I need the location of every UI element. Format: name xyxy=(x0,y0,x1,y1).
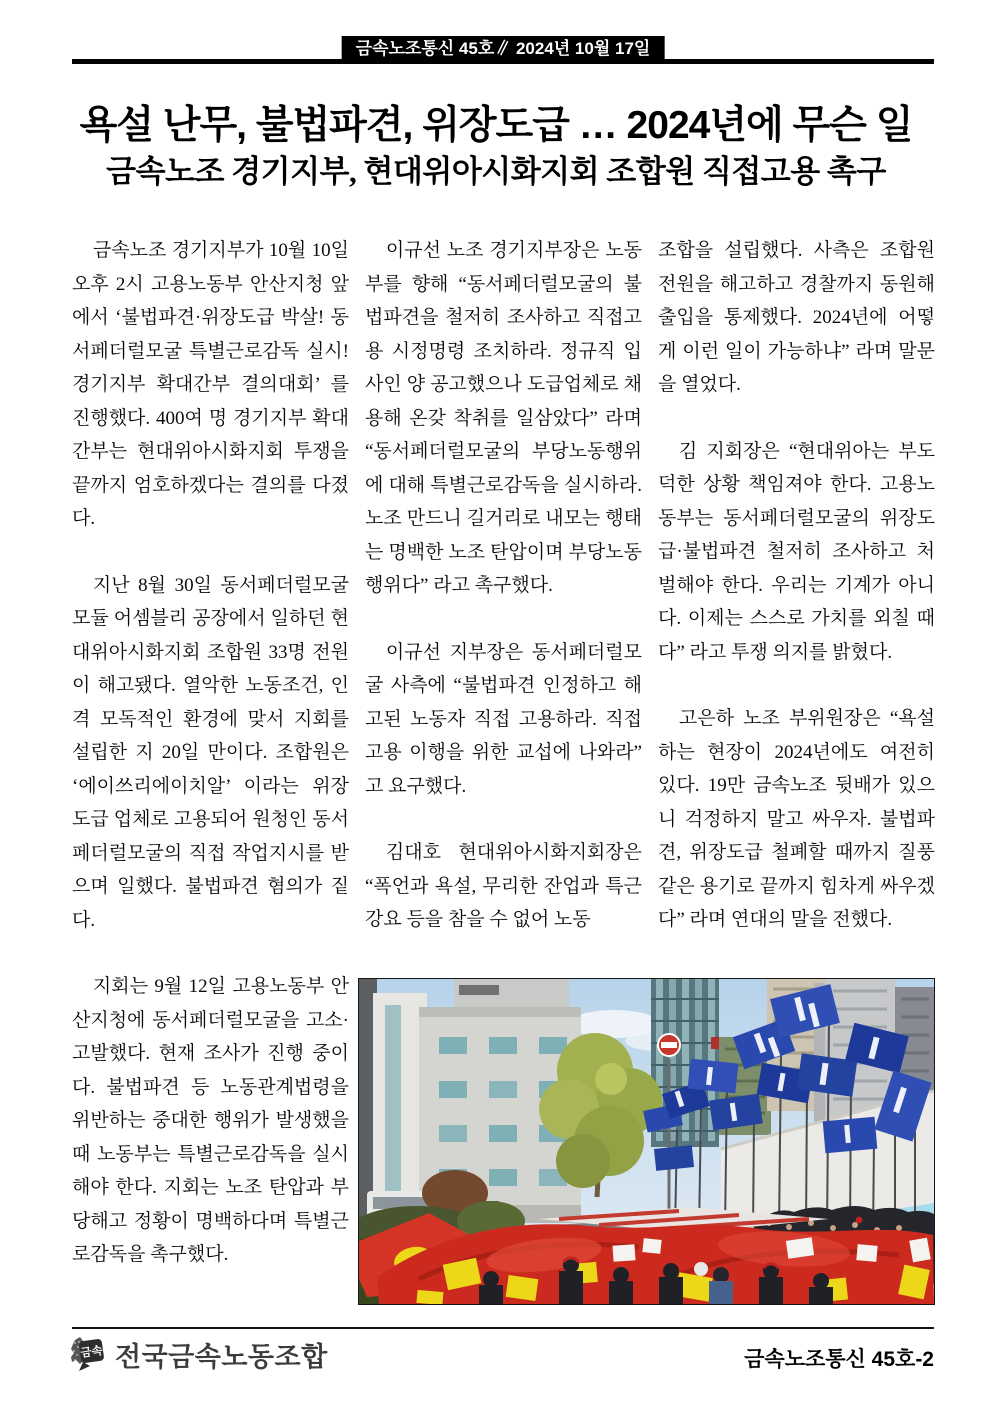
headline-subtitle: 금속노조 경기지부, 현대위아시화지회 조합원 직접고용 촉구 xyxy=(106,154,886,189)
paragraph: 이규선 노조 경기지부장은 노동부를 향해 “동서페더럴모굴의 불법파견을 철저히 조사하고 직접고용 시정명령 조치하라. 정규직 입사인 양 공고했으나 도급업체로 채용해 온갖 착취를 일삼았다” 라며 “동서페더럴모굴의 부당노동행위에 대해 특별근로감독을 실시하라. 노조 만드니 길거리로 내모는 행태는 명백한 노조 탄압이며 부당노동행위다” 라고 촉구했다. xyxy=(365,240,642,596)
masthead-text: 금속노조통신 45호∥ 2024년 10월 17일 xyxy=(355,39,651,58)
organization-name: 전국금속노동조합 xyxy=(115,1341,328,1372)
paragraph: 지회는 9월 12일 고용노동부 안산지청에 동서페더럴모굴을 고소·고발했다. 현재 조사가 진행 중이다. 불법파견 등 노동관계법령을 위반하는 중대한 행위가 발생했을 때 노동부는 특별근로감독을 실시해야 한다. 지회는 노조 탄압과 부당해고 정황이 명백하다며 특별근로감독을 촉구했다. xyxy=(72,976,349,1265)
paragraph: 김 지회장은 “현대위아는 부도덕한 상황 책임져야 한다. 고용노동부는 동서페더럴모굴의 위장도급·불법파견 철저히 조사하고 처벌해야 한다. 우리는 기계가 아니다. 이제는 스스로 가치를 외칠 때다” 라고 투쟁 의지를 밝혔다. xyxy=(658,440,935,663)
protest-photo xyxy=(358,978,935,1305)
paragraph: 고은하 노조 부위원장은 “욕설하는 현장이 2024년에도 여전히 있다. 19만 금속노조 뒷배가 있으니 걱정하지 말고 싸우자. 불법파견, 위장도급 철폐할 때까지 질풍 같은 용기로 끝까지 힘차게 싸우겠다” 라며 연대의 말을 전했다. xyxy=(658,708,935,930)
article-column-1 xyxy=(72,234,349,1274)
paragraph: 이규선 지부장은 동서페더럴모굴 사측에 “불법파견 인정하고 해고된 노동자 직접 고용하라. 직접고용 이행을 위한 교섭에 나와라” 고 요구했다. xyxy=(365,641,642,797)
footer-rule xyxy=(72,1327,934,1329)
union-logo-icon xyxy=(68,1334,108,1374)
logo-text: 금속 xyxy=(79,1344,104,1360)
footer-branding xyxy=(68,1334,328,1374)
paragraph: 지난 8월 30일 동서페더럴모굴 모듈 어셈블리 공장에서 일하던 현대위아시화지회 조합원 33명 전원이 해고됐다. 열악한 노동조건, 인격 모독적인 환경에 맞서 지회를 설립한 지 20일 만이다. 조합원은 ‘에이쓰리에이치알’ 이라는 위장도급 업체로 고용되어 원청인 동서페더럴모굴의 직접 작업지시를 받으며 일했다. 불법파견 혐의가 짙다. xyxy=(72,574,349,931)
headline-title: 욕설 난무, 불법파견, 위장도급 … 2024년에 무슨 일 xyxy=(79,104,913,147)
article-column-3 xyxy=(658,234,935,974)
paragraph-continuation: 조합을 설립했다. 사측은 조합원 전원을 해고하고 경찰까지 동원해 출입을 통제했다. 2024년에 어떻게 이런 일이 가능하냐” 라며 말문을 열었다. xyxy=(658,240,935,395)
paragraph: 금속노조 경기지부가 10월 10일 오후 2시 고용노동부 안산지청 앞에서 ‘불법파견·위장도급 박살! 동서페더럴모굴 특별근로감독 실시! 경기지부 확대간부 결의대회’ 를 진행했다. 400여 명 경기지부 확대간부는 현대위아시화지회 투쟁을 끝까지 엄호하겠다는 결의를 다졌다. xyxy=(72,240,349,529)
paragraph: 김대호 현대위아시화지회장은 “폭언과 욕설, 무리한 잔업과 특근 강요 등을 참을 수 없어 노동 xyxy=(365,842,642,930)
issue-page-label: 금속노조통신 45호-2 xyxy=(744,1348,934,1371)
article-column-2 xyxy=(365,234,642,974)
masthead-badge xyxy=(342,36,665,62)
